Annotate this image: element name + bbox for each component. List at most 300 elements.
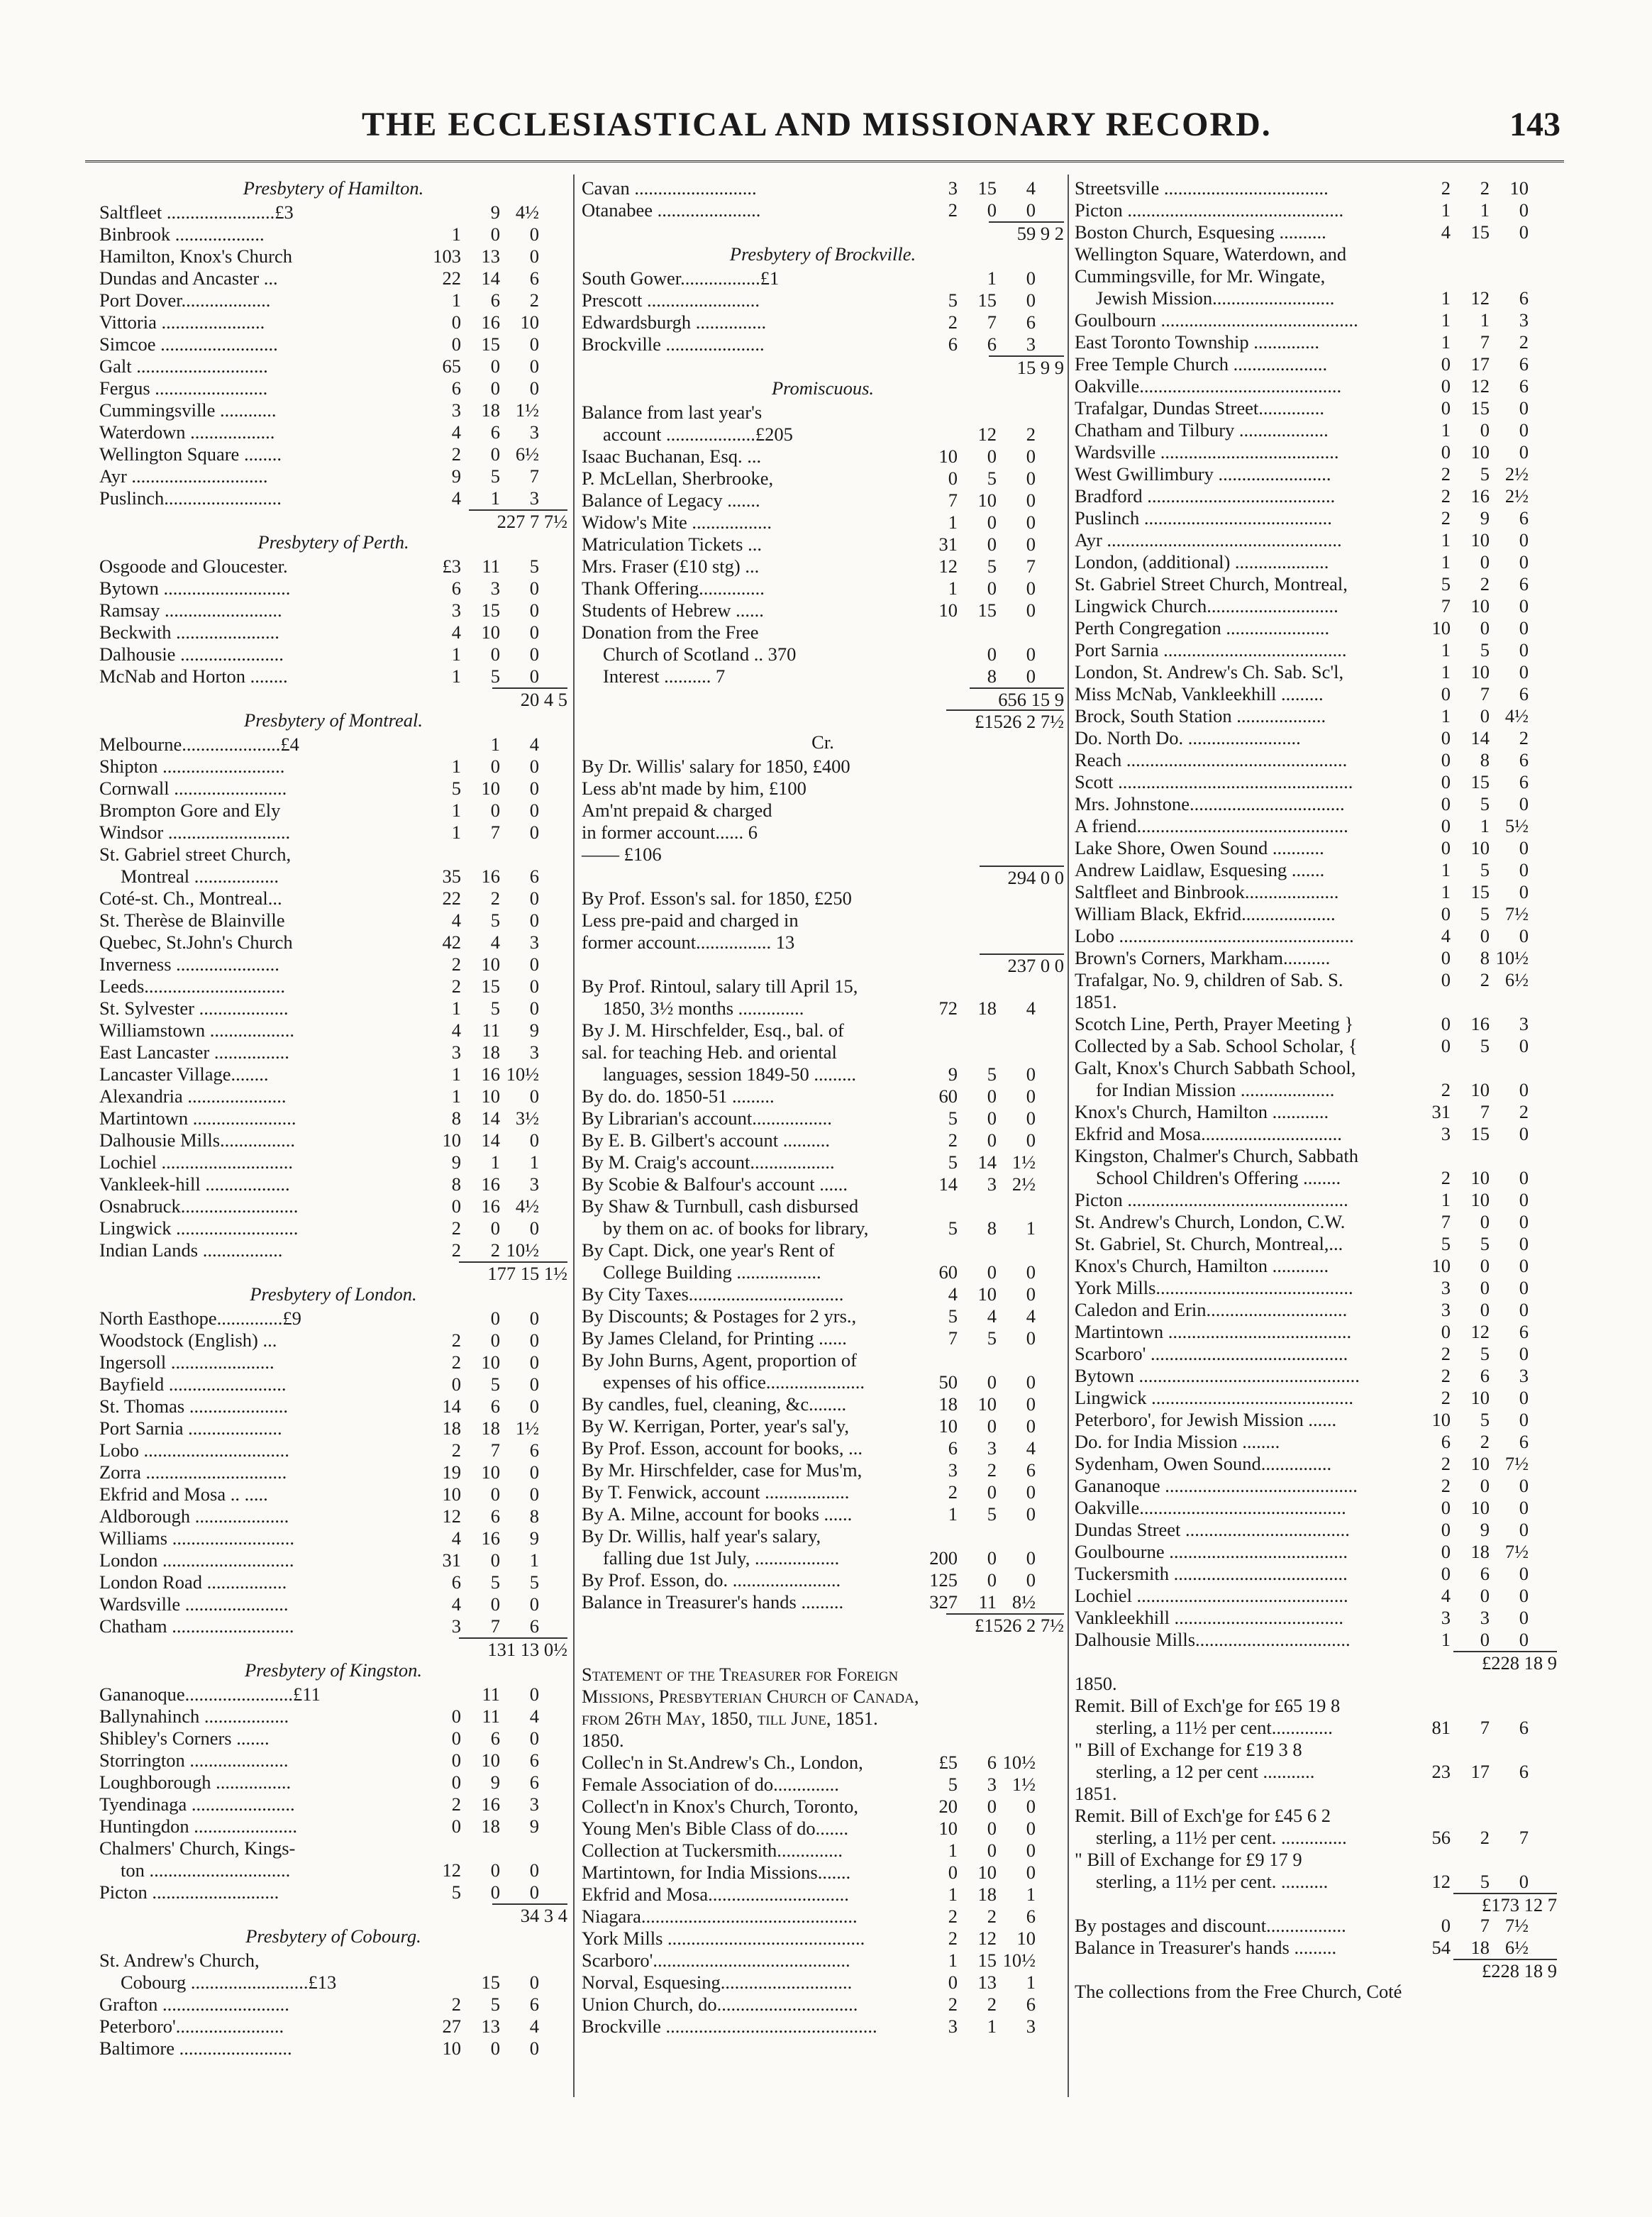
section-heading: Presbytery of Kingston.	[244, 1659, 422, 1681]
ledger-row	[1075, 727, 1557, 749]
pence: 0	[1519, 1409, 1529, 1430]
pounds: 2	[451, 975, 461, 997]
total-value: 294 0 0	[980, 866, 1065, 889]
pence: 0	[529, 577, 539, 599]
pence: 7½	[1504, 1541, 1529, 1562]
ledger-row	[582, 555, 1064, 577]
pounds: 65	[442, 355, 461, 377]
credit-heading: Cr.	[811, 731, 834, 753]
pounds: 1	[451, 756, 461, 777]
entry-label: By W. Kerrigan, Porter, year's sal'y,	[582, 1415, 849, 1437]
shillings: 0	[987, 446, 997, 467]
ledger-row	[1075, 1123, 1557, 1145]
section-total	[99, 509, 567, 531]
ledger-text: By Capt. Dick, one year's Rent of	[582, 1239, 835, 1261]
shillings: 10	[481, 778, 500, 799]
pounds: 1	[1441, 881, 1451, 902]
pounds: 5	[948, 1217, 958, 1239]
pounds: 3	[1441, 1277, 1451, 1298]
ledger-row	[99, 1593, 567, 1615]
pence: 10½	[1002, 1950, 1036, 1971]
shillings: 15	[481, 333, 500, 355]
pounds: 0	[451, 1373, 461, 1395]
entry-label: Picton ..............................................	[1075, 199, 1344, 221]
ledger-row	[582, 997, 1064, 1019]
entry-label: Zorra ..............................	[99, 1461, 287, 1483]
shillings: 10	[1470, 1167, 1490, 1188]
entry-label: Quebec, St.John's Church	[99, 931, 293, 953]
entry-label: Puslinch.........................	[99, 487, 282, 509]
ledger-text: 1851.	[1075, 991, 1117, 1012]
pounds: 35	[442, 866, 461, 887]
ledger-row	[1075, 1475, 1557, 1497]
pounds: 3	[451, 1041, 461, 1063]
ledger-row	[582, 446, 1064, 468]
entry-label: Loughborough ................	[99, 1771, 292, 1793]
pounds: 4	[948, 1283, 958, 1305]
pence: 6	[1519, 1321, 1529, 1342]
pence: 0	[529, 643, 539, 665]
ledger-row	[1075, 441, 1557, 463]
pence: 0	[1519, 199, 1529, 221]
pence: 7½	[1504, 1915, 1529, 1936]
section-total	[99, 687, 567, 709]
pounds: 5	[1441, 1233, 1451, 1254]
entry-label: Hamilton, Knox's Church	[99, 245, 292, 267]
pounds: 0	[1441, 353, 1451, 375]
ledger-row	[99, 953, 567, 975]
entry-label: sterling, a 12 per cent ...........	[1096, 1761, 1315, 1782]
pounds: 4	[1441, 221, 1451, 243]
pence: 0	[529, 800, 539, 821]
entry-label: Williams ..........................	[99, 1527, 294, 1549]
pence: 0	[1026, 267, 1036, 289]
shillings: 5	[1480, 1871, 1490, 1892]
ledger-row	[99, 931, 567, 953]
pounds: 10	[938, 446, 958, 467]
shillings: 13	[481, 245, 500, 267]
total-value: 227 7 7½	[469, 509, 567, 533]
shillings: 0	[1480, 705, 1490, 726]
ledger-row	[582, 1151, 1064, 1173]
entry-label: Martintown .......................................	[1075, 1321, 1352, 1342]
shillings: 0	[987, 533, 997, 555]
entry-label: St. Gabriel, St. Church, Montreal,...	[1075, 1233, 1343, 1254]
ledger-row	[99, 778, 567, 800]
pounds: 50	[938, 1371, 958, 1393]
shillings: 2	[987, 1994, 997, 2015]
ledger-row	[99, 1329, 567, 1351]
pence: 6	[1519, 375, 1529, 397]
shillings: 7	[1480, 331, 1490, 353]
entry-label: Free Temple Church ....................	[1075, 353, 1328, 375]
ledger-row	[582, 1818, 1064, 1840]
pence: 2½	[1011, 1173, 1036, 1195]
pounds: 1	[1441, 1189, 1451, 1210]
entry-label: St. Gabriel Street Church, Montreal,	[1075, 573, 1348, 595]
pounds: 1	[1441, 551, 1451, 573]
pence: 0	[529, 822, 539, 843]
ledger-row	[99, 443, 567, 465]
pounds: 5	[451, 778, 461, 799]
column-middle	[582, 177, 1064, 2038]
pounds: 4	[1441, 925, 1451, 946]
shillings: 6	[987, 1752, 997, 1773]
pounds: 0	[948, 1862, 958, 1883]
shillings: 8	[987, 665, 997, 687]
entry-label: Reach ...............................................	[1075, 749, 1348, 770]
pence: 1	[1026, 1884, 1036, 1905]
shillings: 5	[1480, 1409, 1490, 1430]
pounds: 2	[948, 1994, 958, 2015]
ledger-row	[1075, 1871, 1557, 1893]
pounds: 7	[948, 1327, 958, 1349]
shillings: 6	[490, 421, 500, 443]
pence: 0	[529, 355, 539, 377]
shillings: 0	[490, 1859, 500, 1881]
pence: 0	[1026, 1547, 1036, 1569]
ledger-row	[1075, 507, 1557, 529]
pounds: 3	[948, 2016, 958, 2037]
pence: 1½	[515, 1417, 539, 1439]
pounds: £5	[938, 1752, 958, 1773]
shillings: 16	[481, 866, 500, 887]
pounds: 4	[451, 1019, 461, 1041]
pence: 4	[529, 2016, 539, 2037]
pence: 4½	[515, 201, 539, 223]
entry-label: By James Cleland, for Printing ......	[582, 1327, 847, 1349]
pounds: 1	[1441, 287, 1451, 309]
entry-label: Windsor ..........................	[99, 822, 291, 843]
ledger-row	[99, 1705, 567, 1727]
ledger-row	[1075, 1519, 1557, 1541]
pounds: 4	[451, 1593, 461, 1615]
shillings: 13	[481, 2016, 500, 2037]
running-title: THE ECCLESIASTICAL AND MISSIONARY RECORD.	[362, 106, 1272, 143]
shillings: 4	[987, 1305, 997, 1327]
pence: 6	[529, 1615, 539, 1637]
pounds: 60	[938, 1085, 958, 1107]
shillings: 11	[482, 1019, 500, 1041]
shillings: 18	[977, 997, 997, 1019]
pence: 4	[1026, 1437, 1036, 1459]
shillings: 5	[1480, 1343, 1490, 1364]
pence: 0	[529, 1351, 539, 1373]
pence: 0	[1026, 490, 1036, 511]
entry-label: Widow's Mite .................	[582, 512, 772, 533]
shillings: 14	[481, 1129, 500, 1151]
entry-label: By Prof. Esson, account for books, ...	[582, 1437, 863, 1459]
shillings: 12	[1470, 287, 1490, 309]
pence: 6	[1519, 1761, 1529, 1782]
entry-label: By postages and discount.................	[1075, 1915, 1346, 1936]
pence: 0	[1519, 1277, 1529, 1298]
entry-label: Jewish Mission..........................	[1096, 287, 1335, 309]
shillings: 0	[1480, 1585, 1490, 1606]
shillings: 0	[490, 1549, 500, 1571]
section-total	[1075, 1893, 1557, 1915]
pence: 0	[529, 1373, 539, 1395]
pence: 10½	[506, 1239, 539, 1261]
ledger-row	[99, 399, 567, 421]
ledger-row	[99, 1085, 567, 1107]
entry-label: Picton ...........................	[99, 1881, 279, 1903]
shillings: 6	[490, 1505, 500, 1527]
pence: 0	[1519, 1255, 1529, 1276]
entry-label: Galt ............................	[99, 355, 268, 377]
entry-label: Simcoe .........................	[99, 333, 278, 355]
ledger-row	[1075, 397, 1557, 419]
entry-label: Lobo ..................................................	[1075, 925, 1354, 946]
pounds: 0	[1441, 771, 1451, 792]
pounds: 27	[442, 2016, 461, 2037]
shillings: 5	[490, 665, 500, 687]
pence: 0	[529, 1859, 539, 1881]
pounds: 1	[1441, 199, 1451, 221]
shillings: 10	[1470, 595, 1490, 617]
shillings: 10	[1470, 441, 1490, 463]
ledger-row	[99, 1063, 567, 1085]
pounds: 2	[948, 1129, 958, 1151]
shillings: 9	[490, 201, 500, 223]
pence: 5½	[1504, 815, 1529, 836]
shillings: 5	[490, 1373, 500, 1395]
pence: 0	[529, 1593, 539, 1615]
entry-label: Inverness ......................	[99, 953, 279, 975]
ledger-row	[99, 1129, 567, 1151]
pounds: 10	[1431, 1255, 1451, 1276]
ledger-row	[99, 355, 567, 377]
ledger-text: Kingston, Chalmer's Church, Sabbath	[1075, 1145, 1359, 1166]
pounds: 31	[938, 533, 958, 555]
pounds: 0	[1441, 903, 1451, 924]
ledger-row	[1075, 1739, 1557, 1761]
pounds: 0	[451, 333, 461, 355]
entry-label: Collection at Tuckersmith..............	[582, 1840, 843, 1861]
ledger-row	[1075, 1761, 1557, 1783]
pounds: 2	[948, 311, 958, 333]
ledger-row	[1075, 287, 1557, 309]
section-total	[582, 687, 1064, 709]
section-total	[582, 221, 1064, 243]
shillings: 0	[490, 355, 500, 377]
pence: 0	[1519, 661, 1529, 682]
ledger-row	[99, 1173, 567, 1195]
pence: 3	[529, 931, 539, 953]
section-total	[99, 1637, 567, 1659]
shillings: 1	[987, 2016, 997, 2037]
entry-label: Donation from the Free	[582, 621, 759, 643]
pence: 1	[529, 1549, 539, 1571]
pence: 3	[529, 1041, 539, 1063]
pounds: 4	[451, 487, 461, 509]
pence: 7	[1026, 555, 1036, 577]
pounds: 2	[451, 443, 461, 465]
shillings: 5	[490, 465, 500, 487]
shillings: 2	[1480, 177, 1490, 199]
pence: 8	[529, 1505, 539, 1527]
ledger-text: The collections from the Free Church, Coté	[1075, 1981, 1402, 2002]
pence: 0	[1519, 1497, 1529, 1518]
pence: 0	[1519, 1079, 1529, 1100]
pounds: 1	[948, 1840, 958, 1861]
ledger-row	[582, 1217, 1064, 1239]
entry-label: sterling, a 11½ per cent. ..............	[1096, 1827, 1347, 1848]
pence: 3	[1519, 309, 1529, 331]
pence: 6	[529, 267, 539, 289]
entry-label: Remit. Bill of Exch'ge for £65 19 8	[1075, 1695, 1341, 1716]
entry-label: Collect'n in Knox's Church, Toronto,	[582, 1796, 858, 1817]
pence: 3	[529, 487, 539, 509]
shillings: 2	[1480, 1431, 1490, 1452]
ledger-row	[582, 311, 1064, 333]
pounds: 1	[948, 577, 958, 599]
shillings: 5	[987, 1503, 997, 1525]
shillings: 3	[1480, 1607, 1490, 1628]
entry-label: for Indian Mission ....................	[1096, 1079, 1335, 1100]
entry-label: Saltfleet and Binbrook....................	[1075, 881, 1339, 902]
ledger-row	[1075, 947, 1557, 969]
entry-label: Lingwick ..........................	[99, 1217, 299, 1239]
pence: 0	[1519, 1167, 1529, 1188]
pounds: 3	[451, 1615, 461, 1637]
pounds: 20	[938, 1796, 958, 1817]
ledger-row	[1075, 1079, 1557, 1101]
pence: 0	[529, 621, 539, 643]
shillings: 1	[1480, 199, 1490, 221]
pounds: 2	[948, 1481, 958, 1503]
ledger-text: Wellington Square, Waterdown, and	[1075, 243, 1347, 265]
pounds: 0	[1441, 815, 1451, 836]
pence: 4	[1026, 997, 1036, 1019]
ledger-row	[99, 1771, 567, 1793]
entry-label: Huntingdon ......................	[99, 1815, 297, 1837]
ledger-row	[99, 577, 567, 599]
pence: 2	[1026, 424, 1036, 445]
pounds: 103	[433, 245, 461, 267]
pounds: 12	[938, 555, 958, 577]
shillings: 0	[1480, 551, 1490, 573]
total-value: £173 12 7	[1453, 1893, 1557, 1916]
pence: 0	[1519, 793, 1529, 814]
pounds: 1	[451, 643, 461, 665]
ledger-row	[99, 289, 567, 311]
ledger-row	[582, 2016, 1064, 2038]
pence: 0	[1026, 1481, 1036, 1503]
pence: 0	[529, 1129, 539, 1151]
shillings: 10	[977, 1862, 997, 1883]
shillings: 0	[987, 199, 997, 221]
entry-label: by them on ac. of books for library,	[603, 1217, 869, 1239]
ledger-row	[99, 1994, 567, 2016]
ledger-row	[1075, 837, 1557, 859]
ledger-row	[99, 1351, 567, 1373]
pence: 3	[1026, 333, 1036, 355]
shillings: 15	[481, 599, 500, 621]
ledger-row	[1075, 1497, 1557, 1519]
ledger-text: 1851.	[1075, 1783, 1117, 1804]
ledger-row	[1075, 793, 1557, 815]
pence: 3	[1519, 1013, 1529, 1034]
entry-label: Vankleek-hill ..................	[99, 1173, 290, 1195]
pounds: 0	[1441, 683, 1451, 704]
entry-label: Balance of Legacy .......	[582, 490, 760, 511]
pence: 0	[1519, 925, 1529, 946]
pence: 0	[529, 975, 539, 997]
ledger-row	[1075, 881, 1557, 903]
pounds: 4	[451, 910, 461, 931]
shillings: 18	[977, 1884, 997, 1905]
ledger-row	[582, 1415, 1064, 1437]
entry-label: By Discounts; & Postages for 2 yrs.,	[582, 1305, 857, 1327]
entry-label: Scarboro' ..........................................	[1075, 1343, 1348, 1364]
entry-label: York Mills ..........................................	[582, 1928, 865, 1949]
pounds: 0	[451, 1195, 461, 1217]
pounds: 3	[451, 399, 461, 421]
shillings: 0	[490, 1217, 500, 1239]
pounds: 10	[938, 1415, 958, 1437]
shillings: 5	[1480, 463, 1490, 485]
shillings: 10	[1470, 1079, 1490, 1100]
ledger-row	[1075, 925, 1557, 947]
shillings: 5	[490, 910, 500, 931]
pence: 0	[529, 1329, 539, 1351]
entry-label: Scarboro'..........................................	[582, 1950, 850, 1971]
pence: 0	[1026, 1796, 1036, 1817]
entry-label: Prescott ........................	[582, 289, 760, 311]
pence: 2½	[1504, 485, 1529, 507]
entry-label: College Building ..................	[603, 1261, 821, 1283]
pounds: 9	[948, 1063, 958, 1085]
entry-label: Isaac Buchanan, Esq. ...	[582, 446, 762, 467]
shillings: 0	[1480, 1255, 1490, 1276]
pence: 0	[1026, 1503, 1036, 1525]
ledger-row	[1075, 1431, 1557, 1453]
pence: 0	[1519, 837, 1529, 858]
pounds: 12	[442, 1505, 461, 1527]
pounds: 54	[1431, 1937, 1451, 1958]
entry-label: Thank Offering..............	[582, 577, 765, 599]
entry-label: By T. Fenwick, account ..................	[582, 1481, 850, 1503]
entry-label: East Toronto Township ..............	[1075, 331, 1319, 353]
shillings: 0	[987, 1107, 997, 1129]
ledger-row	[1075, 199, 1557, 221]
shillings: 1	[490, 1151, 500, 1173]
ledger-row	[99, 1395, 567, 1417]
shillings: 15	[977, 1950, 997, 1971]
entry-label: Scotch Line, Perth, Prayer Meeting }	[1075, 1013, 1354, 1034]
pounds: 200	[929, 1547, 958, 1569]
shillings: 10	[481, 621, 500, 643]
ledger-row	[99, 1549, 567, 1571]
shillings: 4	[490, 931, 500, 953]
ledger-text: By Dr. Willis, half year's salary,	[582, 1525, 821, 1547]
pence: 0	[1519, 1585, 1529, 1606]
pounds: 0	[451, 1749, 461, 1771]
pounds: 2	[948, 1928, 958, 1949]
entry-label: Ayr ..................................................	[1075, 529, 1342, 551]
shillings: 0	[987, 1415, 997, 1437]
shillings: 18	[1470, 1937, 1490, 1958]
ledger-row	[582, 1503, 1064, 1525]
pence: 0	[1519, 1519, 1529, 1540]
pence: 4	[529, 734, 539, 755]
shillings: 0	[987, 1261, 997, 1283]
section-total	[1075, 1651, 1557, 1673]
entry-label: St. Thomas .....................	[99, 1395, 288, 1417]
entry-label: Young Men's Bible Class of do.......	[582, 1818, 849, 1839]
ledger-row	[1075, 683, 1557, 705]
